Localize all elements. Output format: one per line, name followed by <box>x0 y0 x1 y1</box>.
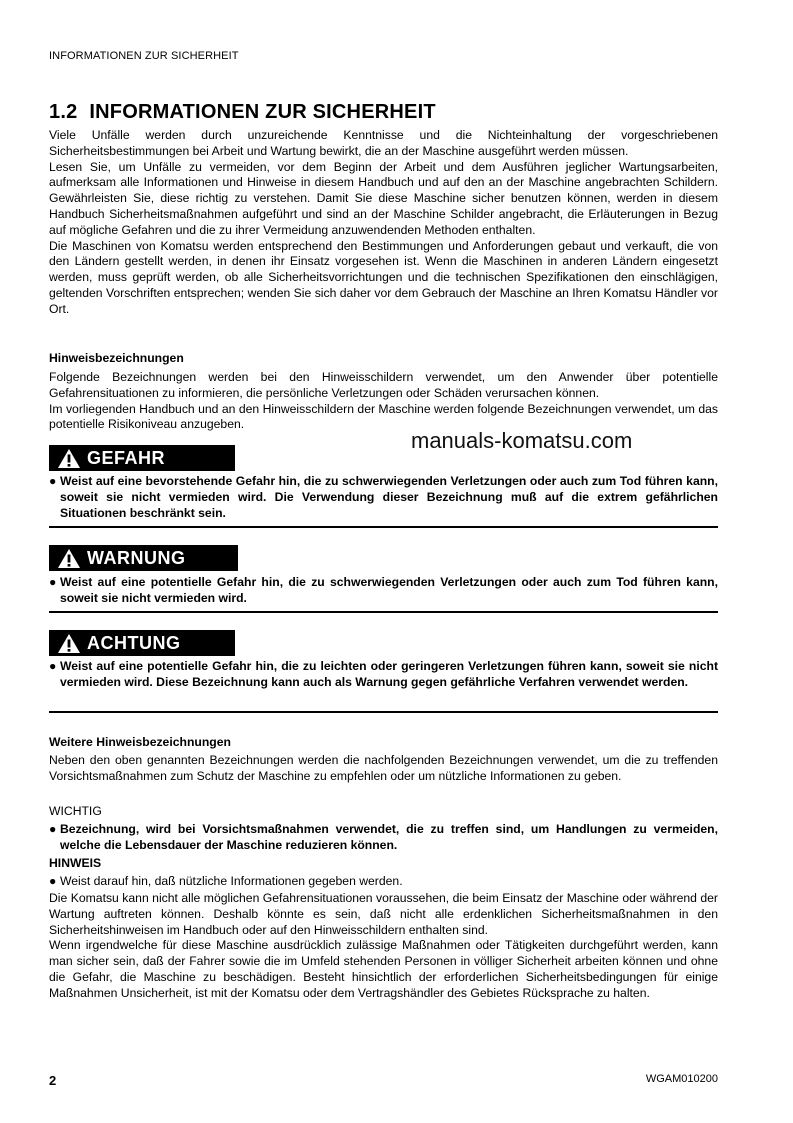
achtung-text: Weist auf eine potentielle Gefahr hin, die zu leichten oder geringeren Verletzungen führen kann, soweit sie nicht vermieden wird. Diese Bezeichnung kann auch als Warnung gegen gefährliche Verfahren verwendet werden. <box>60 659 718 689</box>
hinweis-note-text: Weist darauf hin, daß nützliche Informationen gegeben werden. <box>60 874 403 888</box>
divider <box>49 526 718 528</box>
hinweis-text <box>49 370 718 433</box>
weitere-paragraph-2: Die Komatsu kann nicht alle möglichen Gefahrensituationen voraussehen, die beim Einsatz der Maschine oder während der Wartung auftreten können. Deshalb könnte es sein, daß nicht alle erdenklichen Sicherheitsmaßnahmen in den Sicherheitshinweisen im Handbuch oder auf den Hinweisschildern enthalten sind. <box>49 891 718 937</box>
warnung-signal-box <box>49 545 238 571</box>
gefahr-signal-box <box>49 445 235 471</box>
intro-paragraph-1: Viele Unfälle werden durch unzureichende Kenntnisse und die Nichteinhaltung der vorgeschriebenen Sicherheitsbestimmungen bei Arbeit und Wartung bewirkt, die an der Maschine ausgeführt werden müssen. <box>49 128 718 158</box>
section-title-text: INFORMATIONEN ZUR SICHERHEIT <box>89 101 436 123</box>
wichtig-label: WICHTIG <box>49 804 102 818</box>
bullet-icon: ● <box>49 659 57 673</box>
wichtig-description <box>49 821 718 853</box>
document-code: WGAM010200 <box>645 1073 718 1085</box>
intro-paragraph-3: Die Maschinen von Komatsu werden entsprechend den Bestimmungen und Anforderungen gebaut und verkauft, die von den Ländern gestellt werden, in denen ihr Einsatz vorgesehen ist. Wenn die Maschinen in anderen Ländern eingesetzt werden, muss geprüft werden, ob alle Sicherheitsvorrichtungen und die technischen Spezifikationen den einschlägigen, geltenden Vorschriften entsprechen; wenden Sie sich daher vor dem Gebrauch der Maschine an Ihren Komatsu Händler vor Ort. <box>49 238 718 316</box>
page-number: 2 <box>49 1073 57 1088</box>
gefahr-description <box>49 473 718 521</box>
hinweis-paragraph-1: Folgende Bezeichnungen werden bei den Hinweisschildern verwendet, um den Anwender über potentielle Gefahrensituationen zu informieren, die persönliche Verletzungen oder Schäden verursachen können. <box>49 370 718 400</box>
section-title <box>49 101 436 124</box>
bullet-icon: ● <box>49 474 57 488</box>
bullet-icon: ● <box>49 822 57 836</box>
warnung-description <box>49 574 718 606</box>
warning-triangle-icon <box>57 548 81 569</box>
hinweis-heading: Hinweisbezeichnungen <box>49 351 184 365</box>
warning-triangle-icon <box>57 448 81 469</box>
hinweis-paragraph-2: Im vorliegenden Handbuch und an den Hinweisschildern der Maschine werden folgende Bezeichnungen verwendet, um das potentielle Risikoniveau anzugeben. <box>49 401 718 432</box>
running-header: INFORMATIONEN ZUR SICHERHEIT <box>49 50 239 62</box>
intro-paragraph-2: Lesen Sie, um Unfälle zu vermeiden, vor dem Beginn der Arbeit und dem Ausführen jeglicher Wartungsarbeiten, aufmerksam alle Informationen und Hinweise in diesem Handbuch und auf den an der Maschine angebrachten Schildern. Gewährleisten Sie, diese richtig zu verstehen. Damit Sie diese Maschine sicher benutzen können, werden in diesem Handbuch Sicherheitsmaßnahmen aufgeführt und sind an der Maschine Schilder angebracht, die Erläuterungen in Bezug auf mögliche Gefahren und die zu ihrer Vermeidung anzuwendenden Methoden enthalten. <box>49 159 718 237</box>
weitere-paragraph-1 <box>49 753 718 785</box>
section-number: 1.2 <box>49 101 78 123</box>
gefahr-label: GEFAHR <box>87 447 166 468</box>
divider <box>49 611 718 613</box>
watermark: manuals-komatsu.com <box>411 428 633 453</box>
weitere-heading: Weitere Hinweisbezeichnungen <box>49 735 231 749</box>
divider <box>49 711 718 713</box>
hinweis-description <box>49 873 718 889</box>
achtung-description <box>49 658 718 690</box>
warnung-text: Weist auf eine potentielle Gefahr hin, die zu schwerwiegenden Verletzungen oder auch zum Tod führen kann, soweit sie nicht vermieden wird. <box>60 575 718 605</box>
achtung-label: ACHTUNG <box>87 632 181 653</box>
weitere-paragraph-3: Wenn irgendwelche für diese Maschine ausdrücklich zulässige Maßnahmen oder Tätigkeiten durchgeführt werden, kann man sicher sein, daß der Fahrer sowie die im Umfeld stehenden Personen in völliger Sicherheit arbeiten können und ohne die Gefahr, die Maschine zu beschädigen. Besteht hinsichtlich der erforderlichen Sicherheitsbedingungen für einige Maßnahmen Unsicherheit, ist mit der Komatsu oder dem Vertragshändler des Gebietes Rücksprache zu halten. <box>49 938 718 1000</box>
achtung-signal-box <box>49 630 235 656</box>
gefahr-text: Weist auf eine bevorstehende Gefahr hin, die zu schwerwiegenden Verletzungen oder auch zum Tod führen kann, soweit sie nicht vermieden wird. Die Verwendung dieser Bezeichnung muß auf die extrem gefährlichen Situationen beschränkt sein. <box>60 474 718 520</box>
warnung-label: WARNUNG <box>87 547 186 568</box>
wichtig-text: Bezeichnung, wird bei Vorsichtsmaßnahmen verwendet, die zu treffen sind, um Handlungen zu vermeiden, welche die Lebensdauer der Maschine reduzieren können. <box>60 822 718 852</box>
warning-triangle-icon <box>57 633 81 654</box>
bullet-icon: ● <box>49 874 57 888</box>
bullet-icon: ● <box>49 575 57 589</box>
hinweis-label: HINWEIS <box>49 856 102 870</box>
intro-text <box>49 128 718 318</box>
weitere-closing-text <box>49 891 718 1002</box>
weitere-text-1: Neben den oben genannten Bezeichnungen werden die nachfolgenden Bezeichnungen verwendet, um die zu treffenden Vorsichtsmaßnahmen zum Schutz der Maschine zu empfehlen oder um nützliche Informationen zu geben. <box>49 753 718 783</box>
